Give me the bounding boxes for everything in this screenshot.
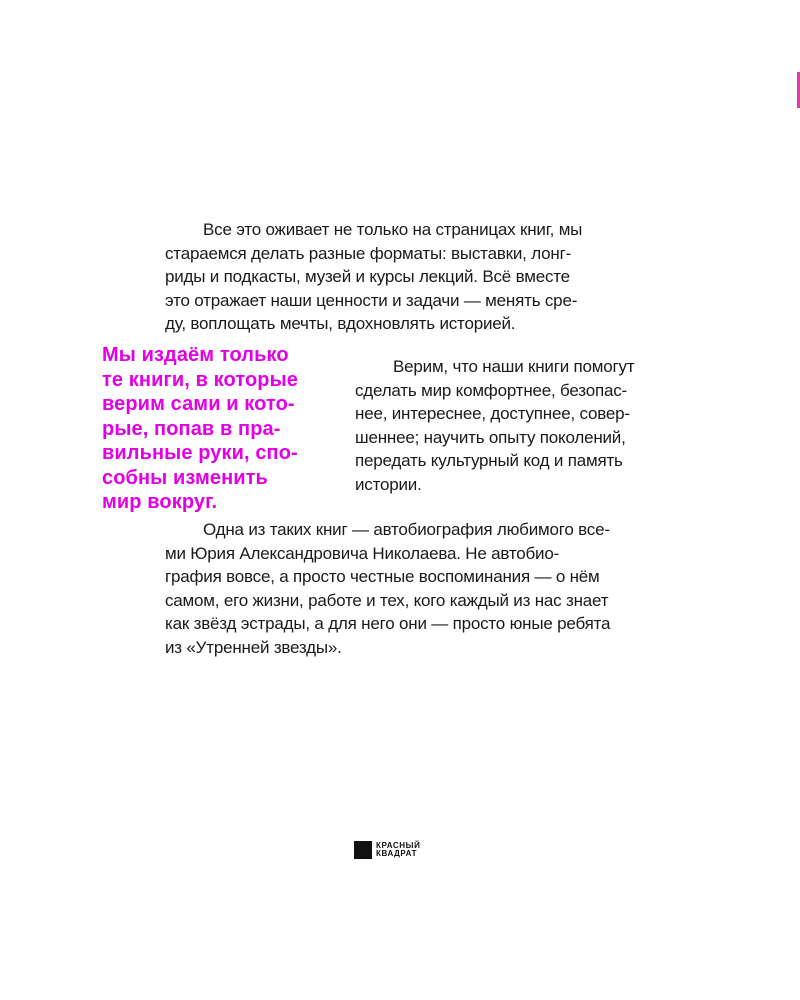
pullquote-line: собны изменить xyxy=(102,466,268,489)
logo-line-1: КРАСНЫЙ xyxy=(376,840,421,850)
memoir-line: графия вовсе, а просто честные воспоминания — о нём xyxy=(165,567,600,586)
belief-line: Верим, что наши книги помогут xyxy=(393,357,635,376)
belief-line: шеннее; научить опыту поколений, xyxy=(355,427,626,447)
red-square-logo-icon xyxy=(354,841,372,859)
memoir-paragraph xyxy=(165,518,685,659)
intro-line: это отражает наши ценности и задачи — менять сре- xyxy=(165,290,578,310)
belief-paragraph xyxy=(355,355,685,496)
memoir-line: Одна из таких книг — автобиография любимого все- xyxy=(203,520,610,539)
pullquote-line: мир вокруг. xyxy=(102,491,218,513)
publisher-logo xyxy=(354,841,420,859)
memoir-line: из «Утренней звезды». xyxy=(165,637,342,657)
intro-paragraph xyxy=(165,218,685,336)
memoir-line: ми Юрия Александровича Николаева. Не автобио- xyxy=(165,543,560,563)
belief-line: нее, интереснее, доступнее, совер- xyxy=(355,404,630,423)
logo-wordmark xyxy=(376,842,420,859)
pullquote-line: рые, попав в пра- xyxy=(102,417,281,440)
belief-line: истории. xyxy=(355,474,422,494)
memoir-line: как звёзд эстрады, а для него они — просто юные ребята xyxy=(165,614,611,633)
belief-line: передать культурный код и память xyxy=(355,451,623,470)
logo-line-2: КВАДРАТ xyxy=(376,849,418,858)
intro-line: риды и подкасты, музей и курсы лекций. Всё вместе xyxy=(165,267,570,286)
intro-line: стараемся делать разные форматы: выставки, лонг- xyxy=(165,243,572,263)
pullquote-line: Мы издаём только xyxy=(102,344,289,366)
pullquote xyxy=(102,343,352,515)
intro-line: ду, воплощать мечты, вдохновлять историей. xyxy=(165,314,516,333)
belief-line: сделать мир комфортнее, безопас- xyxy=(355,380,627,400)
memoir-line: самом, его жизни, работе и тех, кого каждый из нас знает xyxy=(165,590,609,610)
intro-line: Все это оживает не только на страницах книг, мы xyxy=(203,220,583,239)
pullquote-line: те книги, в которые xyxy=(102,368,298,391)
pullquote-line: верим сами и кото- xyxy=(102,393,295,415)
pullquote-line: вильные руки, спо- xyxy=(102,442,298,464)
